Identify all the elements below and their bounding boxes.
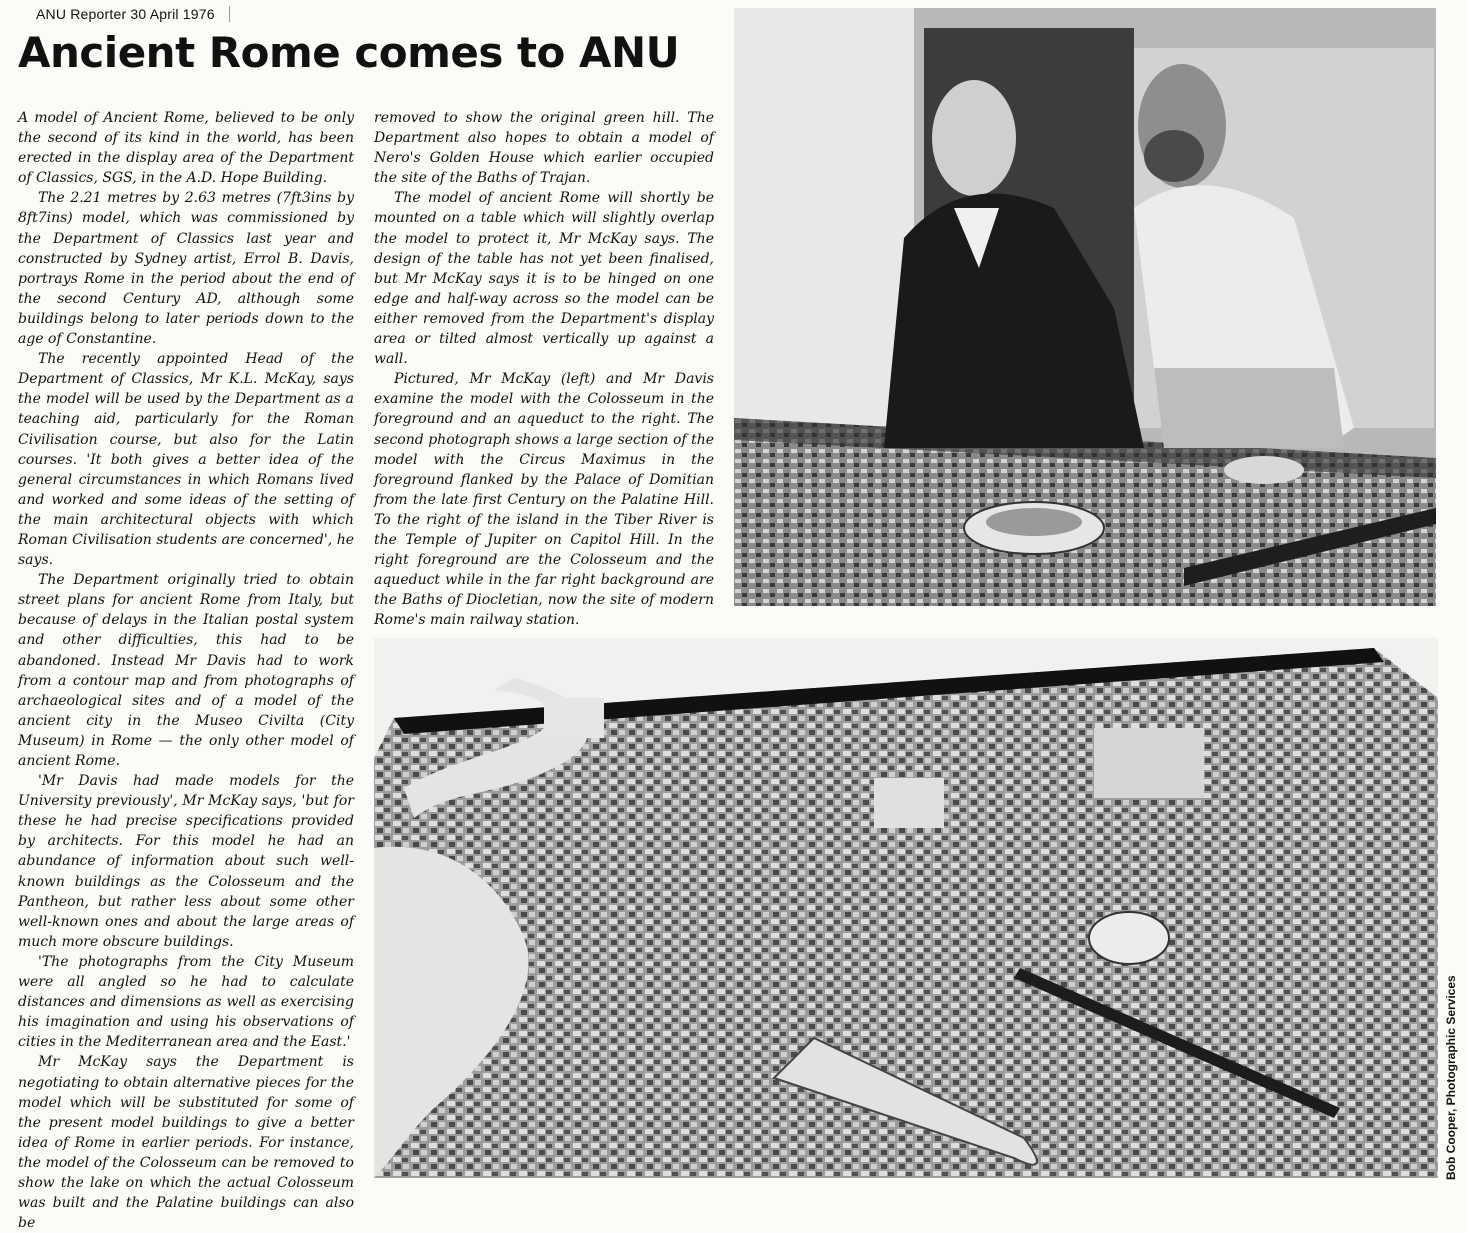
article-column-2: [374, 108, 714, 630]
paragraph: The Department originally tried to obtain street plans for ancient Rome from Italy, but because of delays in the Italian postal system and other difficulties, this had to be abandoned. Instead Mr Davis had to work from a contour map and from photographs of archaeological sites and of a model of the ancient city in the Museo Civilta (City Museum) in Rome — the only other model of ancient Rome.: [18, 572, 354, 769]
paragraph: Mr McKay says the Department is negotiating to obtain alternative pieces for the model which will be substituted for some of the present model buildings to give a better idea of Rome in earlier periods. For instance, the model of the Colosseum can be removed to show the lake on which the actual Colosseum was built and the Palatine buildings can also be: [18, 1054, 354, 1232]
paragraph: The 2.21 metres by 2.63 metres (7ft3ins by 8ft7ins) model, which was commissioned by the Department of Classics last year and constructed by Sydney artist, Errol B. Davis, portrays Rome in the period about the end of the second Century AD, although some buildings belong to later periods down to the age of Constantine.: [18, 190, 354, 348]
article-column-1: [18, 108, 354, 1233]
paragraph: A model of Ancient Rome, believed to be only the second of its kind in the world, has been erected in the display area of the Department of Classics, SGS, in the A.D. Hope Building.: [18, 110, 354, 187]
paragraph: The model of ancient Rome will shortly be mounted on a table which will slightly overlap the model to protect it, Mr McKay says. The design of the table has not yet been finalised, but Mr McKay says it is to be hinged on one edge and half-way across so the model can be either removed from the Department's display area or tilted almost vertically up against a wall.: [374, 190, 714, 368]
paragraph: Pictured, Mr McKay (left) and Mr Davis examine the model with the Colosseum in the foreground and an aqueduct to the right. The second photograph shows a large section of the model with the Circus Maximus in the foreground flanked by the Palace of Domitian from the late first Century on the Palatine Hill. To the right of the island in the Tiber River is the Temple of Jupiter on Capitol Hill. In the right foreground are the Colosseum and the aqueduct while in the far right background are the Baths of Diocletian, now the site of modern Rome's main railway station.: [374, 371, 714, 629]
photo-men-examining-model: [734, 8, 1436, 606]
photo-model-of-rome: [374, 638, 1438, 1178]
photo-credit: Bob Cooper, Photographic Services: [1444, 975, 1458, 1180]
masthead: ANU Reporter 30 April 1976: [36, 6, 230, 22]
paragraph: removed to show the original green hill. The Department also hopes to obtain a model of Nero's Golden House which earlier occupied the site of the Baths of Trajan.: [374, 110, 714, 187]
headline: Ancient Rome comes to ANU: [18, 28, 680, 77]
paragraph: 'The photographs from the City Museum were all angled so he had to calculate distances and dimensions as well as exercising his imagination and using his observations of cities in the Mediterranean area and the East.': [18, 953, 354, 1051]
paragraph: 'Mr Davis had made models for the University previously', Mr McKay says, 'but for these he had precise specifications provided by architects. For this model he had an abundance of information about such well-known buildings as the Colosseum and the Pantheon, but rather less about some other well-known ones and about the large areas of much more obscure buildings.: [18, 773, 354, 950]
paragraph: The recently appointed Head of the Department of Classics, Mr K.L. McKay, says the model will be used by the Department as a teaching aid, particularly for the Roman Civilisation course, but also for the Latin courses. 'It both gives a better idea of the general circumstances in which Romans lived and worked and some ideas of the setting of the main architectural objects with which Roman Civilisation students are concerned', he says.: [18, 351, 354, 569]
